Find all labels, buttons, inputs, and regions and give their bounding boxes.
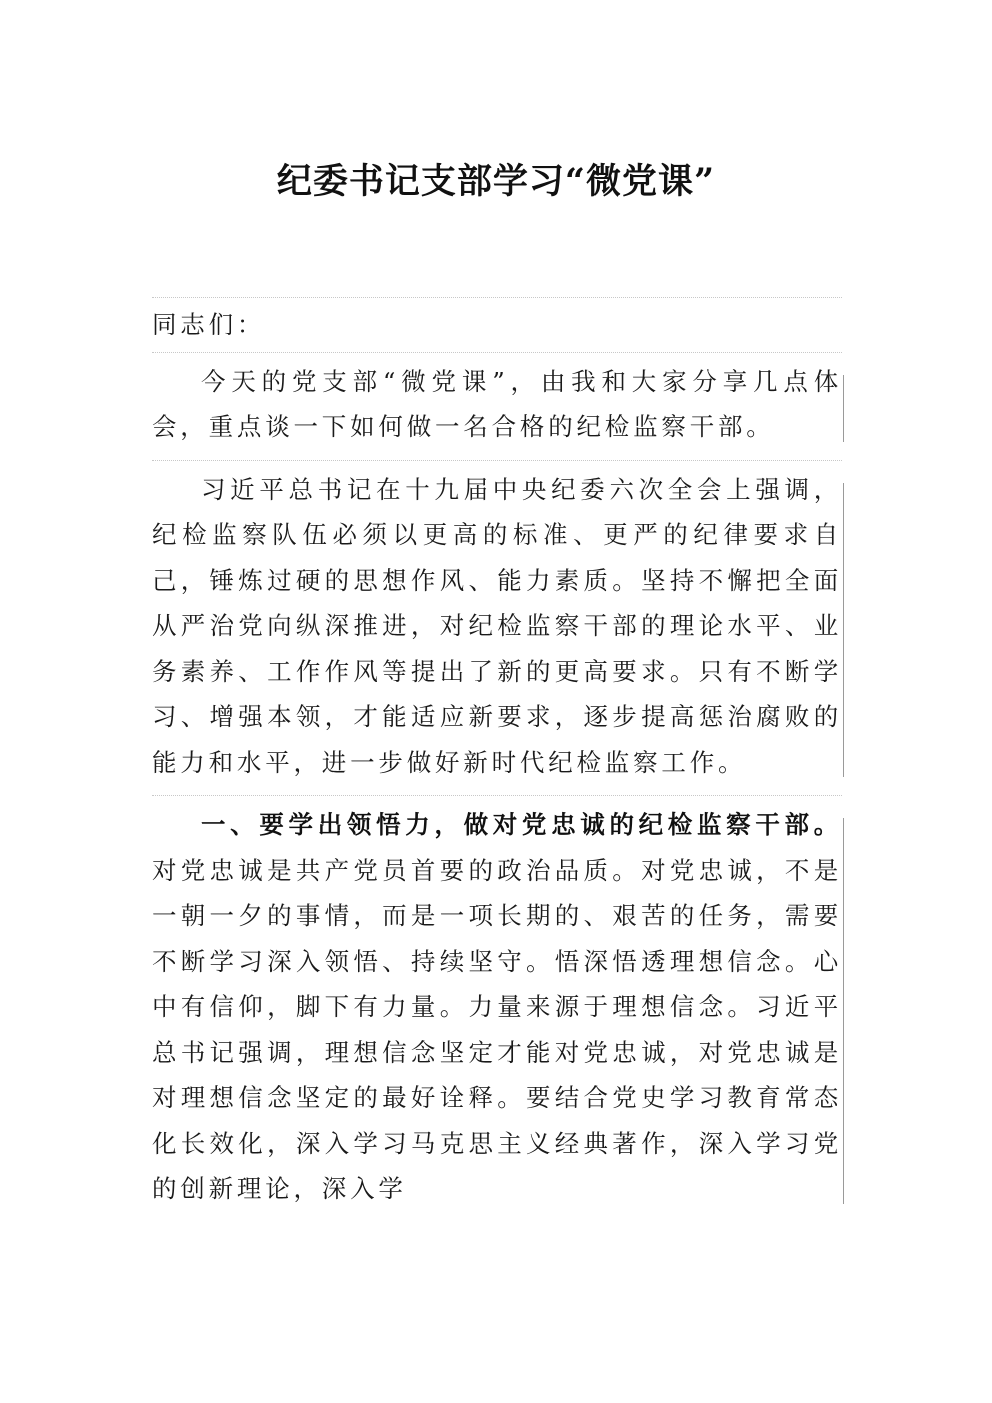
paragraph-section-one bbox=[152, 795, 842, 1222]
document-title: 纪委书记支部学习“微党课” bbox=[276, 161, 716, 202]
greeting: 同志们： bbox=[152, 297, 842, 352]
paragraph-intro: 今天的党支部“微党课”，由我和大家分享几点体会，重点谈一下如何做一名合格的纪检监察干部。 bbox=[152, 352, 842, 460]
section-one-text: 对党忠诚是共产党员首要的政治品质。对党忠诚，不是一朝一夕的事情，而是一项长期的、艰苦的任务，需要不断学习深入领悟、持续坚守。悟深悟透理想信念。心中有信仰，脚下有力量。力量来源于理想信念。习近平总书记强调，理想信念坚定才能对党忠诚，对党忠诚是对理想信念坚定的最好诠释。要结合党史学习教育常态化长效化，深入学习马克思主义经典著作，深入学习党的创新理论，深入学 bbox=[152, 855, 842, 1203]
paragraph-background: 习近平总书记在十九届中央纪委六次全会上强调，纪检监察队伍必须以更高的标准、更严的纪律要求自己，锤炼过硬的思想作风、能力素质。坚持不懈把全面从严治党向纵深推进，对纪检监察干部的理论水平、业务素养、工作作风等提出了新的更高要求。只有不断学习、增强本领，才能适应新要求，逐步提高惩治腐败的能力和水平，进一步做好新时代纪检监察工作。 bbox=[152, 460, 842, 796]
document-body bbox=[152, 297, 842, 1222]
section-one-heading: 一、要学出领悟力，做对党忠诚的纪检监察干部。 bbox=[201, 810, 842, 839]
